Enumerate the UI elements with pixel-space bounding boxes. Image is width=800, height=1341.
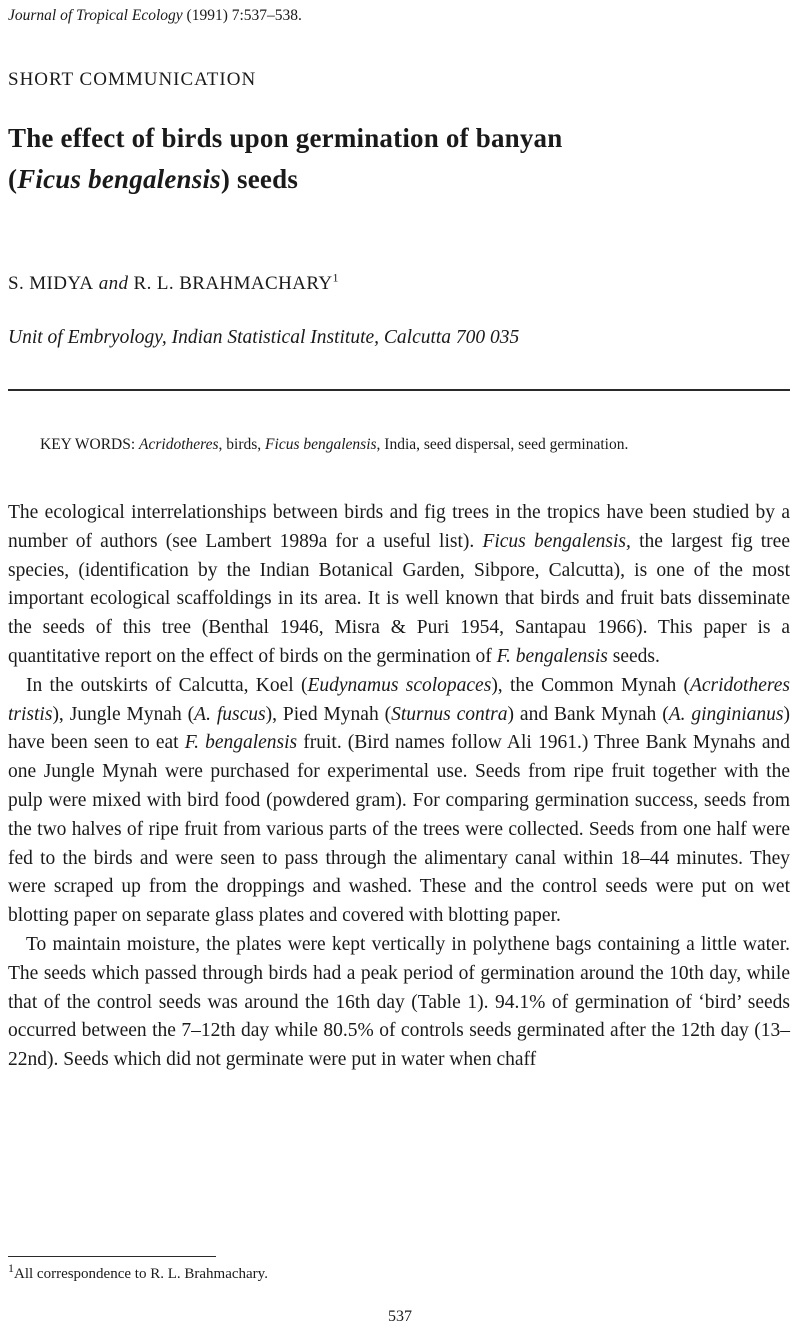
p2-text-3: ), Jungle Mynah ( [52, 703, 195, 725]
section-divider-rule [8, 389, 790, 391]
footnote-text: All correspondence to R. L. Brahmachary. [14, 1266, 268, 1282]
p2-species-4: Sturnus contra [391, 703, 508, 725]
p1-text-1: The ecological interrelationships between birds and fig trees in the tropics have been studied by a number of authors (see Lambert 1989a for a useful list). [8, 502, 790, 552]
author-footnote-ref: 1 [332, 270, 339, 285]
p2-species-6: F. bengalensis [184, 732, 298, 754]
section-label: SHORT COMMUNICATION [8, 69, 257, 90]
title-species-name: Ficus bengalensis [17, 163, 221, 194]
p2-species-3: A. fuscus [194, 703, 266, 725]
keywords-line [8, 435, 790, 455]
article-body [8, 499, 790, 1075]
affiliation: Unit of Embryology, Indian Statistical Institute, Calcutta 700 035 [8, 327, 520, 348]
p2-text-7: fruit. (Bird names follow Ali 1961.) Three Bank Mynahs and one Jungle Mynah were purchased for experimental use. Seeds from ripe fruit together with the pulp were mixed with bird food (powdered gram). For comparing germination success, seeds from the two halves of ripe fruit from various parts of the trees were collected. Seeds from one half were fed to the birds and were seen to pass through the alimentary canal within 18–44 minutes. They were scraped up from the droppings and washed. These and the control seeds were put on wet blotting paper on separate glass plates and covered with blotting paper. [8, 732, 790, 927]
author-2: R. L. BRAHMACHARY [133, 273, 333, 294]
p2-text-1: In the outskirts of Calcutta, Koel ( [26, 674, 308, 696]
p2-text-5: ) and Bank Mynah ( [507, 703, 669, 725]
footnote-rule [8, 1256, 216, 1257]
p1-text-2: the largest fig tree species, (identification by the Indian Botanical Garden, Sibpore, Calcutta), is one of the most important ecological scaffoldings in its area. It is well known that birds and fruit bats disseminate the seeds of this tree (Benthal 1946, Misra & Puri 1954, Santapau 1966). This paper is a quantitative report on the effect of birds on the germination of [8, 530, 790, 667]
authors-conjunction: and [93, 273, 134, 294]
article-title [8, 118, 790, 199]
p1-species-2: F. bengalensis [496, 645, 608, 667]
p2-species-5: A. ginginianus [668, 703, 784, 725]
p2-text-6: ) have been seen to eat [8, 703, 790, 754]
journal-header [8, 6, 790, 25]
p2-text-4: ), Pied Mynah ( [265, 703, 392, 725]
keyword-species-1: Acridotheres [139, 436, 219, 453]
paragraph-1 [8, 499, 790, 672]
article-title-line2 [8, 159, 790, 200]
keywords-label: KEY WORDS: [40, 436, 140, 453]
p3-text-1: To maintain moisture, the plates were kept vertically in polythene bags containing a little water. The seeds which passed through birds had a peak period of germination around the 10th day, while that of the control seeds was around the 16th day (Table 1). 94.1% of germination of ‘bird’ seeds occurred between the 7–12th day while 80.5% of controls seeds germinated after the 12th day (13–22nd). Seeds which did not germinate were put in water when chaff [8, 933, 790, 1071]
paragraph-3 [8, 931, 790, 1075]
journal-name: Journal of Tropical Ecology [8, 7, 183, 24]
author-1: S. MIDYA [8, 273, 94, 294]
p2-species-2: Acridotheres tristis [8, 674, 790, 725]
title-paren-open: ( [8, 163, 18, 194]
footnote-ref: 1 [8, 1261, 14, 1275]
keywords-mid-1: , birds, [218, 436, 266, 453]
title-paren-close: ) seeds [220, 163, 299, 194]
keywords-tail: , India, seed dispersal, seed germination. [376, 436, 629, 453]
article-title-line1: The effect of birds upon germination of banyan [8, 123, 563, 153]
footnote [8, 1261, 268, 1283]
page-number: 537 [388, 1308, 412, 1325]
paragraph-2 [8, 672, 790, 931]
p1-species-1: Ficus bengalensis, [482, 530, 631, 552]
keyword-species-2: Ficus bengalensis [265, 436, 377, 453]
journal-issue-info: (1991) 7:537–538. [182, 7, 302, 24]
p2-species-1: Eudynamus scolopaces [307, 674, 492, 696]
p2-text-2: ), the Common Mynah ( [491, 674, 690, 696]
authors-line [8, 270, 790, 295]
p1-text-3: seeds. [607, 645, 660, 667]
